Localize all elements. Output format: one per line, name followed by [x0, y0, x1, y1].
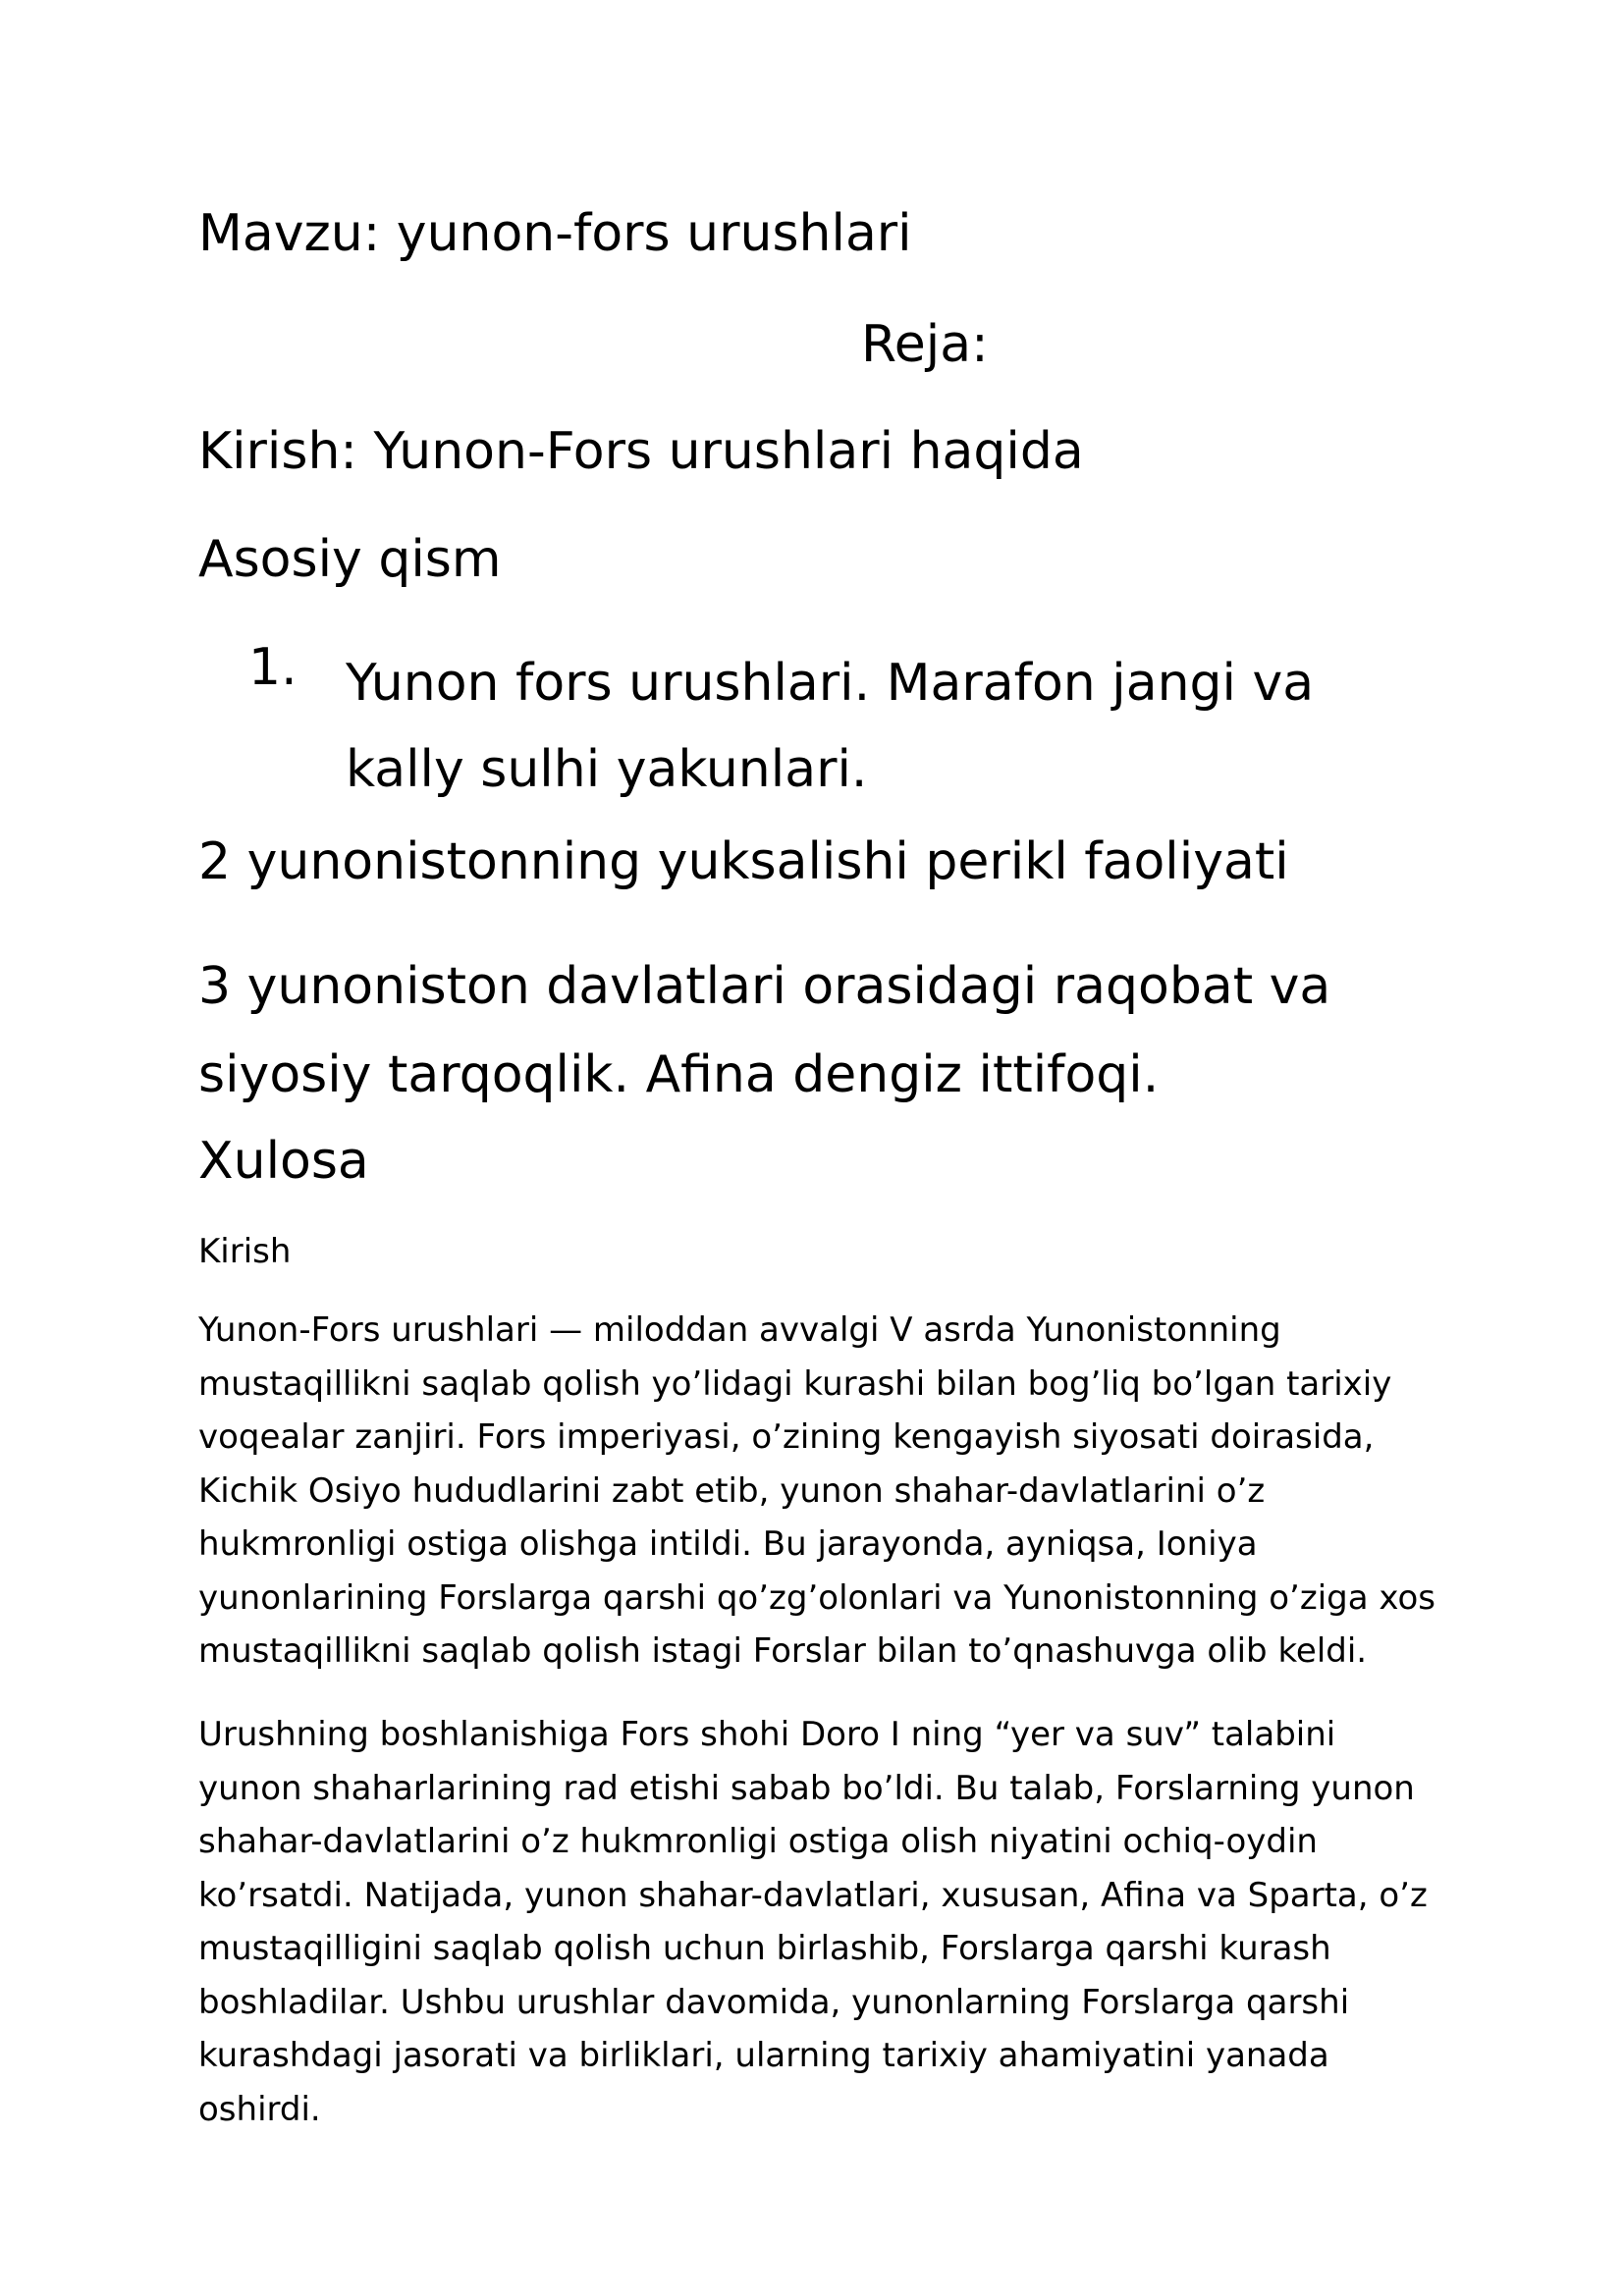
- plan-item-3: 3 yunoniston davlatlari orasidagi raqobat va siyosiy tarqoqlik. Afina dengiz ittifoqi.: [198, 957, 1331, 1104]
- intro-heading: Kirish: [198, 1232, 292, 1271]
- plan-item-number: 1.: [248, 638, 298, 697]
- plan-item-2: 2 yunonistonning yuksalishi perikl faoliyati: [198, 832, 1289, 891]
- paragraph: Yunon-Fors urushlari — miloddan avvalgi V asrda Yunonistonning mustaqillikni saqlab qolish yo’lidagi kurashi bilan bog’liq bo’lgan tarixiy voqealar zanjiri. Fors imperiyasi, o’zining kengayish siyosati doirasida, Kichik Osiyo hududlarini zabt etib, yunon shahar-davlatlarini o’z hukmronligi ostiga olishga intildi. Bu jarayonda, ayniqsa, Ioniya yunonlarining Forslarga qarshi qo’zg’olonlari va Yunonistonning o’ziga xos mustaqillikni saqlab qolish istagi Forslar bilan to’qnashuvga olib keldi.: [198, 1310, 1435, 1671]
- plan-main-part: Asosiy qism: [198, 530, 502, 589]
- plan-intro-line: Kirish: Yunon-Fors urushlari haqida: [198, 422, 1084, 481]
- plan-heading: Reja:: [861, 315, 989, 374]
- plan-item-1: Yunon fors urushlari. Marafon jangi va kally sulhi yakunlari.: [346, 654, 1315, 799]
- plan-conclusion: Xulosa: [198, 1132, 369, 1191]
- topic-title: Mavzu: yunon-fors urushlari: [198, 204, 912, 263]
- paragraph: Urushning boshlanishiga Fors shohi Doro I ning “yer va suv” talabini yunon shaharlarining rad etishi sabab bo’ldi. Bu talab, Forslarning yunon shahar-davlatlarini o’z hukmronligi ostiga olish niyatini ochiq-oydin ko’rsatdi. Natijada, yunon shahar-davlatlari, xususan, Afina va Sparta, o’z mustaqilligini saqlab qolish uchun birlashib, Forslarga qarshi kurash boshladilar. Ushbu urushlar davomida, yunonlarning Forslarga qarshi kurashdagi jasorati va birliklari, ularning tarixiy ahamiyatini yanada oshirdi.: [198, 1715, 1428, 2129]
